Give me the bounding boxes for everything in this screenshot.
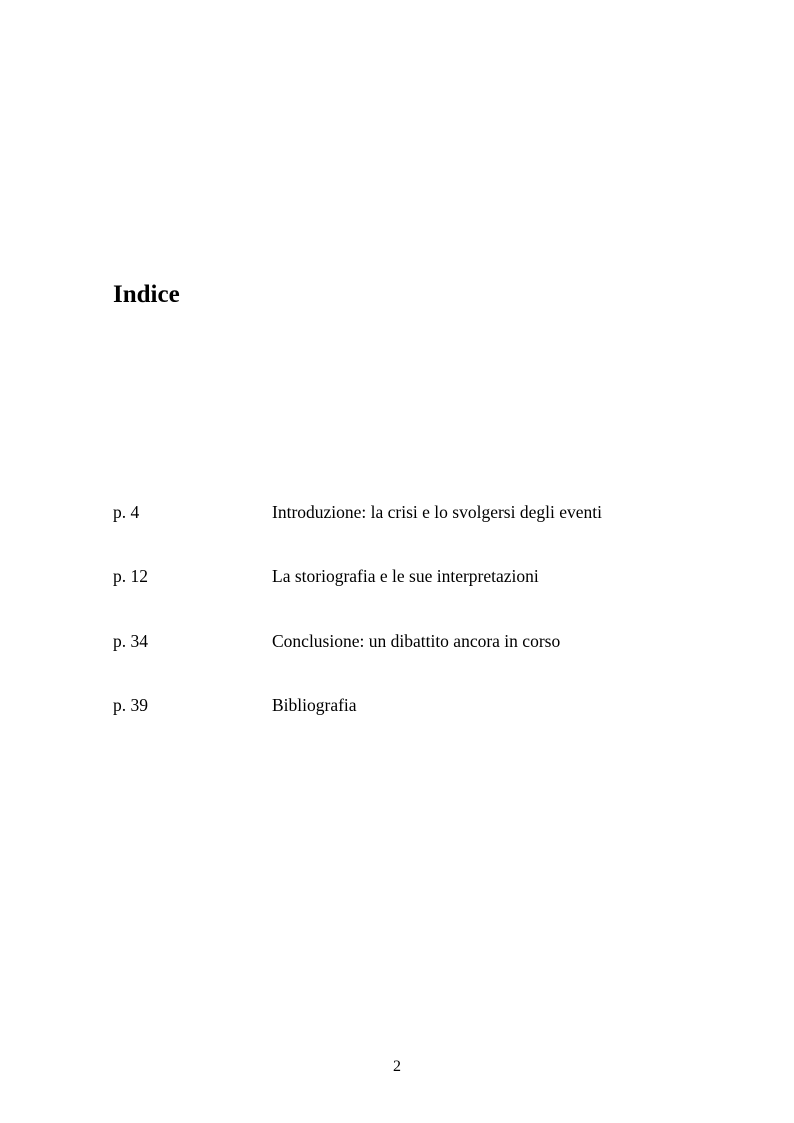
- toc-page-number: p. 4: [113, 502, 140, 522]
- toc-entry-title: Bibliografia: [272, 695, 357, 715]
- toc-entry-title: Conclusione: un dibattito ancora in corso: [272, 631, 561, 651]
- page-title: Indice: [113, 281, 180, 308]
- toc-entry-conclusione: [113, 629, 713, 653]
- toc-entry-introduzione: [113, 500, 713, 524]
- toc-entry-title: La storiografia e le sue interpretazioni: [272, 566, 539, 586]
- toc-entry-storiografia: [113, 564, 713, 588]
- toc-page-number: p. 12: [113, 566, 148, 586]
- toc-entry-bibliografia: [113, 693, 713, 717]
- page-number: 2: [393, 1058, 401, 1075]
- toc-page-number: p. 34: [113, 631, 148, 651]
- toc-page-number: p. 39: [113, 695, 148, 715]
- toc-entry-title: Introduzione: la crisi e lo svolgersi degli eventi: [272, 502, 602, 522]
